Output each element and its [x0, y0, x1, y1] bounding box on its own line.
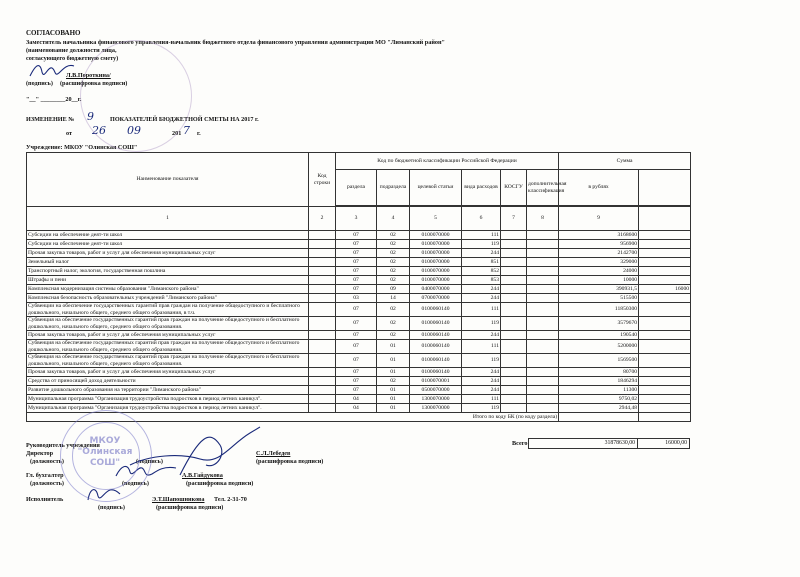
header-name: Наименование показателя: [27, 153, 309, 207]
doc-title-prefix: ИЗМЕНЕНИЕ №: [26, 116, 75, 123]
row-section: 07: [336, 240, 377, 249]
approval-decode-label: (расшифровка подписи): [60, 80, 128, 87]
row-section: 07: [336, 267, 377, 276]
row-additional: [527, 285, 559, 294]
row-additional: [527, 404, 559, 413]
row-kosgu: [501, 267, 527, 276]
col-number: 3: [336, 207, 377, 231]
row-name: Субвенция на обеспечение государственных гарантий прав граждан на получение общедоступного и бесплатного дошкольного, начального общего, среднего общего образования.: [27, 354, 309, 368]
row-sum: 10000: [559, 276, 639, 285]
row-target: 0100060140: [410, 354, 462, 368]
row-code: [309, 354, 336, 368]
row-code: [309, 386, 336, 395]
row-name: Земельный налог: [27, 258, 309, 267]
row-additional: [527, 317, 559, 331]
row-kosgu: [501, 231, 527, 240]
header-section: раздела: [336, 170, 377, 206]
executor-name: Э.Т.Шапошникова: [152, 496, 205, 503]
table-body: [27, 231, 691, 413]
row-kosgu: [501, 395, 527, 404]
row-extra: [639, 249, 691, 258]
row-expense-type: 111: [462, 303, 501, 317]
row-expense-type: 244: [462, 386, 501, 395]
accountant-decode-label: (расшифровка подписи): [186, 480, 254, 487]
table-header-row-1: [27, 153, 691, 170]
row-expense-type: 111: [462, 231, 501, 240]
row-additional: [527, 231, 559, 240]
row-target: 0100060140: [410, 340, 462, 354]
col-number: 7: [501, 207, 527, 231]
row-kosgu: [501, 258, 527, 267]
row-additional: [527, 294, 559, 303]
row-section: 07: [336, 285, 377, 294]
row-extra: 16000: [639, 285, 691, 294]
row-target: 0100070000: [410, 249, 462, 258]
row-additional: [527, 395, 559, 404]
row-subsection: 09: [377, 285, 410, 294]
row-name: Субвенция на обеспечение государственных гарантий прав граждан на получение общедоступного и бесплатного дошкольного, начального общего, среднего общего образования.: [27, 340, 309, 354]
row-section: 07: [336, 354, 377, 368]
row-expense-type: 244: [462, 294, 501, 303]
row-subsection: 01: [377, 404, 410, 413]
row-kosgu: [501, 354, 527, 368]
row-expense-type: 244: [462, 249, 501, 258]
row-section: 07: [336, 258, 377, 267]
row-kosgu: [501, 368, 527, 377]
row-kosgu: [501, 386, 527, 395]
row-code: [309, 368, 336, 377]
row-extra: [639, 303, 691, 317]
row-expense-type: 119: [462, 317, 501, 331]
row-expense-type: 244: [462, 377, 501, 386]
institution: Учреждение: МКОУ "Олинская СОШ": [26, 144, 138, 151]
table-row: [27, 317, 691, 331]
row-target: 0100070000: [410, 258, 462, 267]
row-target: 0100070000: [410, 276, 462, 285]
executor-decode-label: (расшифровка подписи): [156, 504, 224, 511]
row-target: 0100070000: [410, 240, 462, 249]
row-name: Развитие дошкольного образования на территории "Лиманского района": [27, 386, 309, 395]
row-subsection: 02: [377, 267, 410, 276]
director-label: Директор: [26, 450, 54, 457]
approval-position-note-2: согласующего бюджетную смету): [26, 55, 119, 62]
row-section: 04: [336, 404, 377, 413]
institution-stamp-line2: "Олинская: [77, 447, 133, 457]
row-expense-type: 244: [462, 285, 501, 294]
row-subsection: 02: [377, 258, 410, 267]
row-name: Субсидии на обеспечение деят-ти школ: [27, 231, 309, 240]
row-extra: [639, 331, 691, 340]
row-sum: 3579670: [559, 317, 639, 331]
table-row: [27, 249, 691, 258]
row-kosgu: [501, 377, 527, 386]
row-expense-type: 111: [462, 340, 501, 354]
row-code: [309, 276, 336, 285]
table-row: [27, 404, 691, 413]
header-subsection: подраздела: [377, 170, 410, 206]
row-section: 07: [336, 340, 377, 354]
row-section: 07: [336, 368, 377, 377]
approval-title: СОГЛАСОВАНО: [26, 29, 81, 37]
institution-stamp-line1: МКОУ: [89, 436, 121, 446]
header-target: целевой статьи: [410, 170, 462, 206]
row-name: Муниципальная программа "Организация трудоустройства подростков в период летних каникул".: [27, 404, 309, 413]
row-target: 0100070000: [410, 231, 462, 240]
director-decode-label: (расшифровка подписи): [256, 458, 324, 465]
row-additional: [527, 386, 559, 395]
table-row: [27, 331, 691, 340]
row-sum: 11300: [559, 386, 639, 395]
row-kosgu: [501, 276, 527, 285]
row-kosgu: [501, 249, 527, 258]
row-kosgu: [501, 340, 527, 354]
row-name: Прочая закупка товаров, работ и услуг для обеспечения муниципальных услуг: [27, 249, 309, 258]
row-sum: 190540: [559, 331, 639, 340]
table-row: [27, 294, 691, 303]
row-subsection: 02: [377, 317, 410, 331]
table-row: [27, 258, 691, 267]
row-additional: [527, 258, 559, 267]
row-target: 1300070000: [410, 404, 462, 413]
executor-phone: Тел. 2-31-70: [214, 496, 247, 503]
row-sum: 9750,02: [559, 395, 639, 404]
approval-date-line: "__" ________20__г.: [26, 96, 82, 103]
row-target: 0100070001: [410, 377, 462, 386]
row-expense-type: 244: [462, 368, 501, 377]
row-code: [309, 294, 336, 303]
row-subsection: 01: [377, 395, 410, 404]
table-row: [27, 395, 691, 404]
row-subsection: 02: [377, 331, 410, 340]
row-additional: [527, 377, 559, 386]
header-extra: [639, 170, 691, 206]
col-number: 9: [559, 207, 639, 231]
col-number: 1: [27, 207, 309, 231]
doc-date-year-digit: 7: [183, 124, 190, 137]
row-sum: 1569500: [559, 354, 639, 368]
row-section: 07: [336, 377, 377, 386]
row-expense-type: 244: [462, 331, 501, 340]
row-code: [309, 258, 336, 267]
header-budget-code: Код по бюджетной классификации Российской Федерации: [336, 153, 559, 170]
row-expense-type: 119: [462, 240, 501, 249]
accountant-position-label: (должность): [30, 480, 64, 487]
row-kosgu: [501, 331, 527, 340]
col-number: 6: [462, 207, 501, 231]
row-sum: 80700: [559, 368, 639, 377]
row-kosgu: [501, 404, 527, 413]
header-code-row: Код строки: [309, 153, 336, 207]
row-name: Прочая закупка товаров, работ и услуг для обеспечения муниципальных услуг: [27, 368, 309, 377]
row-sum: 1846294: [559, 377, 639, 386]
row-sum: 390931,5: [559, 285, 639, 294]
row-sum: 3168600: [559, 231, 639, 240]
table-row: [27, 285, 691, 294]
row-additional: [527, 276, 559, 285]
row-subsection: 02: [377, 377, 410, 386]
row-extra: [639, 377, 691, 386]
row-code: [309, 331, 336, 340]
total-label: Всего: [512, 440, 528, 447]
table-row: [27, 377, 691, 386]
row-sum: 5200000: [559, 340, 639, 354]
row-extra: [639, 395, 691, 404]
header-additional: дополнительная классификация: [527, 170, 559, 206]
budget-table: [26, 152, 691, 422]
row-section: 07: [336, 231, 377, 240]
row-target: 0400070000: [410, 285, 462, 294]
approval-position-note: (наименование должности лица,: [26, 47, 117, 54]
executor-label: Исполнитель: [26, 496, 64, 503]
director-sign-label: (подпись): [136, 458, 163, 465]
row-subsection: 02: [377, 249, 410, 258]
row-sum: 515500: [559, 294, 639, 303]
row-additional: [527, 240, 559, 249]
header-rubles: в рублях: [559, 170, 639, 206]
approval-stamp-circle: [80, 40, 192, 152]
row-extra: [639, 258, 691, 267]
row-name: Прочая закупка товаров, работ и услуг для обеспечения муниципальных услуг: [27, 331, 309, 340]
accountant-name: А.В.Гайдукова: [182, 472, 223, 479]
row-code: [309, 231, 336, 240]
row-subsection: 01: [377, 386, 410, 395]
row-extra: [639, 276, 691, 285]
col-number: 2: [309, 207, 336, 231]
row-code: [309, 267, 336, 276]
row-section: 07: [336, 276, 377, 285]
table-row: [27, 386, 691, 395]
row-additional: [527, 354, 559, 368]
row-code: [309, 377, 336, 386]
row-expense-type: 111: [462, 395, 501, 404]
row-section: 07: [336, 331, 377, 340]
row-extra: [639, 404, 691, 413]
row-sum: 956900: [559, 240, 639, 249]
approval-name: Л.В.Пороткина/: [66, 72, 111, 79]
row-sum: 2142700: [559, 249, 639, 258]
row-target: 0100060140: [410, 331, 462, 340]
row-target: 0700070000: [410, 294, 462, 303]
row-additional: [527, 368, 559, 377]
row-name: Субвенция на обеспечение государственных гарантий прав граждан на получение общедоступного и бесплатного дошкольного, начального общего, среднего общего образования.: [27, 317, 309, 331]
table-row: [27, 240, 691, 249]
row-code: [309, 395, 336, 404]
row-name: Транспортный налог, экология, государственная пошлина: [27, 267, 309, 276]
table-row: [27, 303, 691, 317]
row-target: 0100060140: [410, 303, 462, 317]
row-section: 04: [336, 395, 377, 404]
institution-stamp-line3: СОШ": [89, 458, 121, 468]
table-row: [27, 368, 691, 377]
total-sum: 31878630,00: [529, 439, 638, 448]
row-expense-type: 119: [462, 354, 501, 368]
doc-date-month: 09: [127, 124, 141, 137]
row-name: Штрафы и пени: [27, 276, 309, 285]
director-position-label: (должность): [30, 458, 64, 465]
row-section: 07: [336, 249, 377, 258]
row-kosgu: [501, 317, 527, 331]
col-number: 5: [410, 207, 462, 231]
row-subsection: 02: [377, 303, 410, 317]
row-code: [309, 404, 336, 413]
row-name: Субвенции на обеспечение государственных гарантий прав граждан на получение общедоступного и бесплатного дошкольного, начального общего, среднего общего образования, в т.ч.: [27, 303, 309, 317]
header-kosgu: КОСГУ: [501, 170, 527, 206]
executor-sign-label: (подпись): [98, 504, 125, 511]
row-extra: [639, 340, 691, 354]
table-row: [27, 276, 691, 285]
row-additional: [527, 331, 559, 340]
approval-signature: [28, 60, 78, 82]
row-name: Субсидии на обеспечение деят-ти школ: [27, 240, 309, 249]
row-name: Комплексная безопасность образовательных учреждений "Лиманского района": [27, 294, 309, 303]
row-subsection: 02: [377, 240, 410, 249]
table-row: [27, 354, 691, 368]
row-code: [309, 249, 336, 258]
table-row: [27, 340, 691, 354]
total-extra: 16000,00: [665, 440, 687, 446]
row-extra: [639, 294, 691, 303]
header-expense-type: вида расходов: [462, 170, 501, 206]
row-kosgu: [501, 285, 527, 294]
row-section: 07: [336, 317, 377, 331]
total-box: [528, 438, 690, 449]
kbk-total-label: Итого по коду БК (по коду раздела): [27, 413, 559, 422]
row-code: [309, 240, 336, 249]
row-sum: 24000: [559, 267, 639, 276]
row-expense-type: 852: [462, 267, 501, 276]
table-col-numbers: [27, 207, 691, 231]
doc-date-year-prefix: 201: [172, 130, 182, 137]
accountant-sign-label: (подпись): [122, 480, 149, 487]
approval-position: Заместитель начальника финансового управления-начальник бюджетного отдела финансового управления администрации МО "Лиманский район": [26, 39, 445, 46]
row-target: 0500070000: [410, 386, 462, 395]
table-row: [27, 231, 691, 240]
row-code: [309, 303, 336, 317]
doc-date-day: 26: [92, 124, 106, 137]
row-kosgu: [501, 240, 527, 249]
col-number: 8: [527, 207, 559, 231]
row-sum: 2944,48: [559, 404, 639, 413]
row-kosgu: [501, 303, 527, 317]
row-subsection: 02: [377, 231, 410, 240]
approval-sign-label: (подпись): [26, 80, 53, 87]
row-kosgu: [501, 294, 527, 303]
row-additional: [527, 249, 559, 258]
header-sum: Сумма: [559, 153, 691, 170]
row-additional: [527, 303, 559, 317]
row-subsection: 01: [377, 354, 410, 368]
row-extra: [639, 368, 691, 377]
row-sum: 11850300: [559, 303, 639, 317]
doc-date-from: от: [66, 130, 73, 137]
accountant-label: Гл. бухгалтер: [26, 472, 64, 479]
table-row: [27, 267, 691, 276]
row-sum: 329000: [559, 258, 639, 267]
row-extra: [639, 354, 691, 368]
director-name: С.Л.Лебедев: [256, 450, 291, 457]
row-target: 1300070000: [410, 395, 462, 404]
doc-date-year-suffix: г.: [197, 130, 201, 137]
row-section: 07: [336, 303, 377, 317]
row-subsection: 14: [377, 294, 410, 303]
row-target: 0100070000: [410, 267, 462, 276]
row-expense-type: 119: [462, 404, 501, 413]
head-label: Руководитель учреждения: [26, 442, 100, 449]
row-additional: [527, 267, 559, 276]
row-extra: [639, 231, 691, 240]
row-name: Муниципальная программа "Организация трудоустройства подростков в период летних каникул".: [27, 395, 309, 404]
row-extra: [639, 267, 691, 276]
doc-title-suffix: ПОКАЗАТЕЛЕЙ БЮДЖЕТНОЙ СМЕТЫ НА 2017 г.: [110, 116, 259, 123]
row-extra: [639, 386, 691, 395]
row-subsection: 02: [377, 276, 410, 285]
row-expense-type: 853: [462, 276, 501, 285]
row-subsection: 01: [377, 340, 410, 354]
row-extra: [639, 317, 691, 331]
row-extra: [639, 240, 691, 249]
row-section: 03: [336, 294, 377, 303]
row-code: [309, 317, 336, 331]
row-expense-type: 851: [462, 258, 501, 267]
doc-title-number: 9: [87, 110, 94, 123]
row-code: [309, 285, 336, 294]
row-code: [309, 340, 336, 354]
row-name: Средства от приносящей доход деятельности: [27, 377, 309, 386]
row-target: 0100060140: [410, 317, 462, 331]
row-target: 0100060140: [410, 368, 462, 377]
row-subsection: 01: [377, 368, 410, 377]
col-number: 4: [377, 207, 410, 231]
row-name: Комплексная модернизация системы образования "Лиманского района": [27, 285, 309, 294]
row-section: 07: [336, 386, 377, 395]
row-additional: [527, 340, 559, 354]
